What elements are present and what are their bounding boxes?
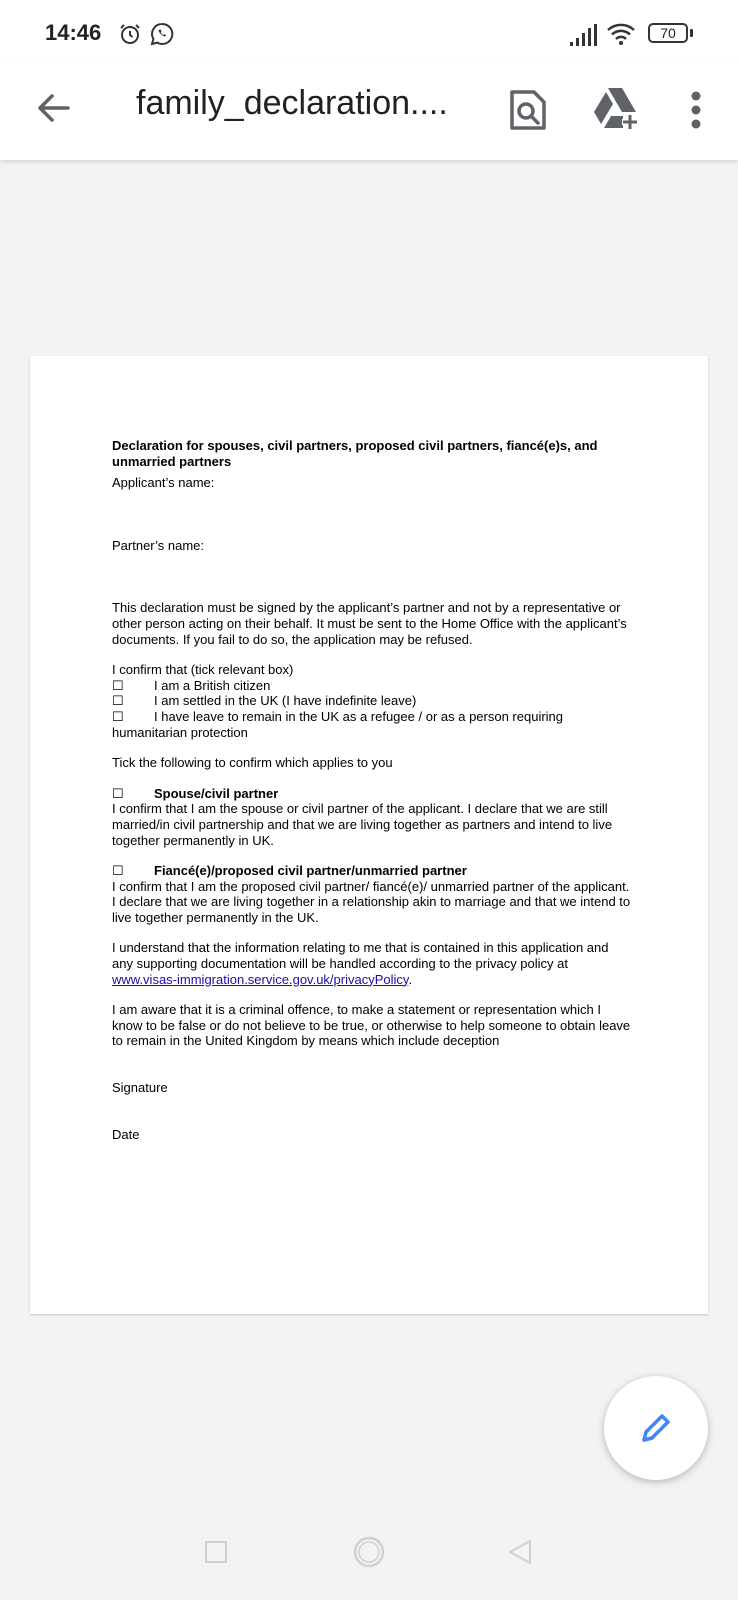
back-arrow-icon[interactable] bbox=[32, 86, 76, 130]
checkbox[interactable]: ☐ bbox=[112, 785, 124, 801]
alarm-icon bbox=[118, 22, 142, 46]
spouse-text: I confirm that I am the spouse or civil partner of the applicant. I declare that we are still married/in civil partnership and that we are living together as partners and intend to live together permanently in UK. bbox=[112, 801, 613, 848]
recent-apps-icon[interactable] bbox=[204, 1540, 228, 1564]
checkbox[interactable]: ☐ bbox=[112, 708, 124, 724]
status-time: 14:46 bbox=[45, 20, 102, 45]
wifi-icon bbox=[606, 22, 636, 46]
whatsapp-icon bbox=[150, 22, 174, 46]
applicant-name-label: Applicant’s name: bbox=[112, 475, 215, 491]
tick-intro: Tick the following to confirm which applies to you bbox=[112, 755, 393, 771]
battery-tip bbox=[690, 29, 693, 37]
spouse-heading bbox=[112, 786, 632, 802]
status-bar bbox=[0, 0, 738, 62]
option-label: I have leave to remain in the UK as a refugee / or as a person requiring humanitarian protection bbox=[112, 708, 564, 740]
fiance-title: Fiancé(e)/proposed civil partner/unmarried partner bbox=[154, 863, 467, 879]
partner-name-label: Partner’s name: bbox=[112, 537, 205, 553]
document-title: family_declaration.... bbox=[136, 84, 448, 122]
option-settled bbox=[112, 693, 632, 709]
document-content bbox=[112, 438, 632, 1142]
option-refugee bbox=[112, 709, 632, 740]
checkbox[interactable]: ☐ bbox=[112, 677, 124, 693]
signature-label: Signature bbox=[112, 1080, 168, 1096]
option-british bbox=[112, 678, 632, 694]
nav-bar bbox=[0, 1520, 738, 1600]
privacy-paragraph bbox=[112, 940, 632, 987]
more-vert-icon[interactable] bbox=[680, 86, 712, 134]
option-label: I am a British citizen bbox=[154, 677, 271, 693]
confirm-intro: I confirm that (tick relevant box) bbox=[112, 662, 294, 678]
find-in-page-icon[interactable] bbox=[506, 86, 550, 132]
document-page bbox=[30, 356, 708, 1314]
fiance-text: I confirm that I am the proposed civil partner/ fiancé(e)/ unmarried partner of the applicant. I declare that we are living together in a relationship akin to marriage and that we intend to live together permanently in the UK. bbox=[112, 878, 631, 925]
privacy-text: I understand that the information relating to me that is contained in this application and any supporting documentation will be handled according to the privacy policy at bbox=[112, 940, 609, 972]
battery-icon: 70 bbox=[648, 23, 688, 43]
fiance-heading bbox=[112, 863, 632, 879]
signal-icon bbox=[570, 24, 598, 46]
app-bar bbox=[0, 62, 738, 160]
edit-pencil-icon bbox=[638, 1410, 674, 1446]
edit-button[interactable] bbox=[604, 1376, 708, 1480]
offence-paragraph: I am aware that it is a criminal offence, to make a statement or representation which I know to be false or do not believe to be true, or otherwise to help someone to obtain leave to remain in the United Kingdom by means which include deception bbox=[112, 1002, 631, 1049]
back-icon[interactable] bbox=[508, 1539, 532, 1565]
checkbox[interactable]: ☐ bbox=[112, 863, 124, 879]
intro-paragraph: This declaration must be signed by the applicant’s partner and not by a representative or other person acting on their behalf. It must be sent to the Home Office with the applicant’s documents. If you fail to do so, the application may be refused. bbox=[112, 600, 627, 647]
privacy-end: . bbox=[408, 971, 413, 987]
spouse-title: Spouse/civil partner bbox=[154, 785, 279, 801]
document-heading: Declaration for spouses, civil partners, proposed civil partners, fiancé(e)s, and unmarried partners bbox=[112, 438, 598, 469]
privacy-link[interactable]: www.visas-immigration.service.gov.uk/privacyPolicy bbox=[112, 971, 409, 987]
date-label: Date bbox=[112, 1126, 140, 1142]
checkbox[interactable]: ☐ bbox=[112, 693, 124, 709]
home-icon[interactable] bbox=[352, 1535, 386, 1569]
drive-add-icon[interactable] bbox=[592, 84, 640, 132]
option-label: I am settled in the UK (I have indefinite leave) bbox=[154, 693, 417, 709]
